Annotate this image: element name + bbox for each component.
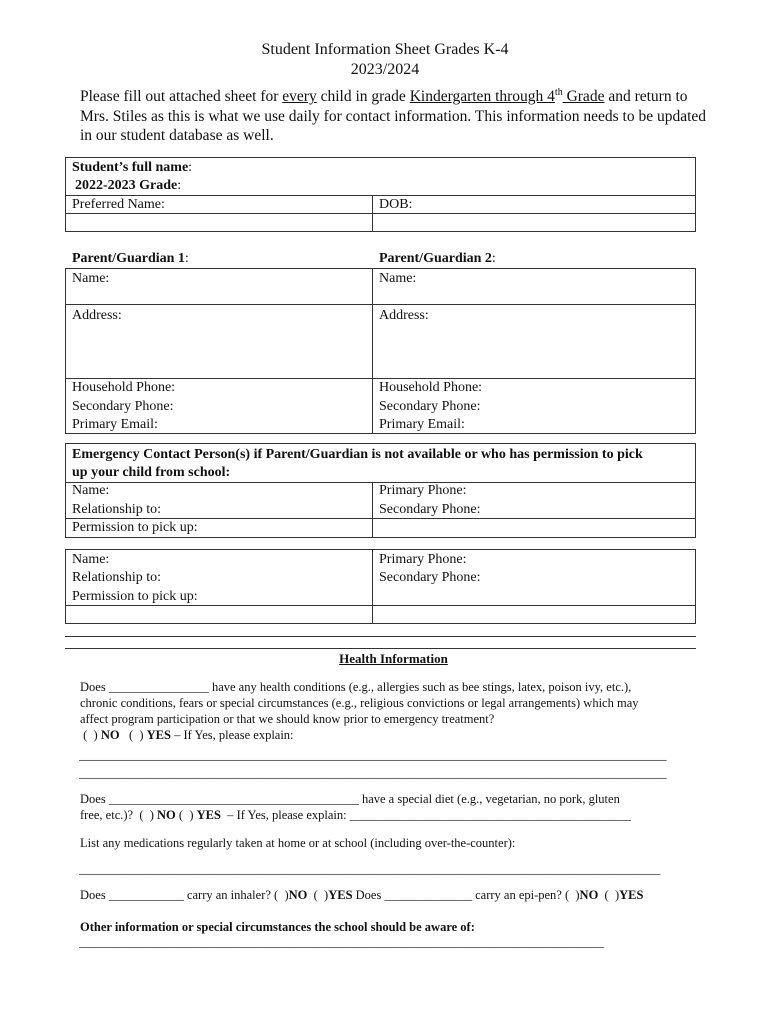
guardian1-secondary-phone: Secondary Phone: [72, 399, 174, 414]
emergency-heading-line1: Emergency Contact Person(s) if Parent/Guardian is not available or who has permission to pick [72, 447, 643, 462]
emergency2-name: Name: [72, 552, 110, 567]
medications-line[interactable]: _____________________________________________________________________________________________ [79, 862, 661, 876]
separator-line [65, 648, 696, 649]
emergency2-primary-phone: Primary Phone: [379, 552, 467, 567]
guardian1-address: Address: [72, 308, 122, 323]
other-info-heading: Other information or special circumstances the school should be aware of: [80, 920, 475, 934]
emergency2-permission: Permission to pick up: [72, 589, 198, 604]
student-full-name-label: Student’s full name: [72, 160, 193, 175]
guardian2-household-phone: Household Phone: [379, 380, 483, 395]
separator-line [65, 636, 696, 637]
health-info-heading: Health Information [339, 651, 448, 666]
page-title: Student Information Sheet Grades K-4 [261, 41, 509, 58]
emergency2-secondary-phone: Secondary Phone: [379, 570, 481, 585]
dob-label: DOB: [379, 197, 413, 212]
guardian2-address: Address: [379, 308, 429, 323]
other-info-line[interactable]: ____________________________________________________________________________________ [79, 935, 604, 949]
emergency1-name: Name: [72, 483, 110, 498]
intro-paragraph: Please fill out attached sheet for every child in grade Kindergarten through 4th Grade and return to Mrs. Stiles as this is what we use daily for contact information. This information needs to be updated in our student database as well. [80, 87, 707, 145]
emergency1-relationship: Relationship to: [72, 502, 162, 517]
explain-line[interactable]: ______________________________________________________________________________________________ [79, 748, 667, 762]
guardian1-label: Parent/Guardian 1: [72, 251, 189, 266]
grade-label: 2022-2023 Grade: [75, 178, 182, 193]
school-year: 2023/2024 [350, 61, 420, 78]
guardian2-label: Parent/Guardian 2: [379, 251, 496, 266]
emergency1-permission: Permission to pick up: [72, 520, 198, 535]
guardian2-name: Name: [379, 271, 417, 286]
guardian1-household-phone: Household Phone: [72, 380, 176, 395]
emergency1-secondary-phone: Secondary Phone: [379, 502, 481, 517]
guardian1-primary-email: Primary Email: [72, 417, 158, 432]
preferred-name-label: Preferred Name: [72, 197, 165, 212]
guardian1-name: Name: [72, 271, 110, 286]
health-question-2: Does ________________________________________ have a special diet (e.g., vegetarian, no pork, gluten free, etc.)? ( ) NO ( ) YES – If Yes, please explain: _____________________________________________ [80, 792, 631, 822]
guardian2-primary-email: Primary Email: [379, 417, 465, 432]
guardian2-secondary-phone: Secondary Phone: [379, 399, 481, 414]
emergency1-primary-phone: Primary Phone: [379, 483, 467, 498]
medications-question: List any medications regularly taken at home or at school (including over-the-counter): [80, 836, 516, 850]
inhaler-epipen-question: Does ____________ carry an inhaler? ( )NO ( )YES Does ______________ carry an epi-pen? ( )NO ( )YES [80, 888, 644, 902]
explain-line[interactable]: ______________________________________________________________________________________________ [79, 766, 667, 780]
emergency-heading-line2: up your child from school: [72, 465, 231, 480]
emergency2-relationship: Relationship to: [72, 570, 162, 585]
health-question-1: Does ________________ have any health conditions (e.g., allergies such as bee stings, latex, poison ivy, etc.), chronic conditions, fears or special circumstances (e.g., religious convictions or legal arrangements) which may affect program participation or that we should know prior to emergency treatment? ( ) NO ( ) YES – If Yes, please explain: [80, 680, 639, 742]
